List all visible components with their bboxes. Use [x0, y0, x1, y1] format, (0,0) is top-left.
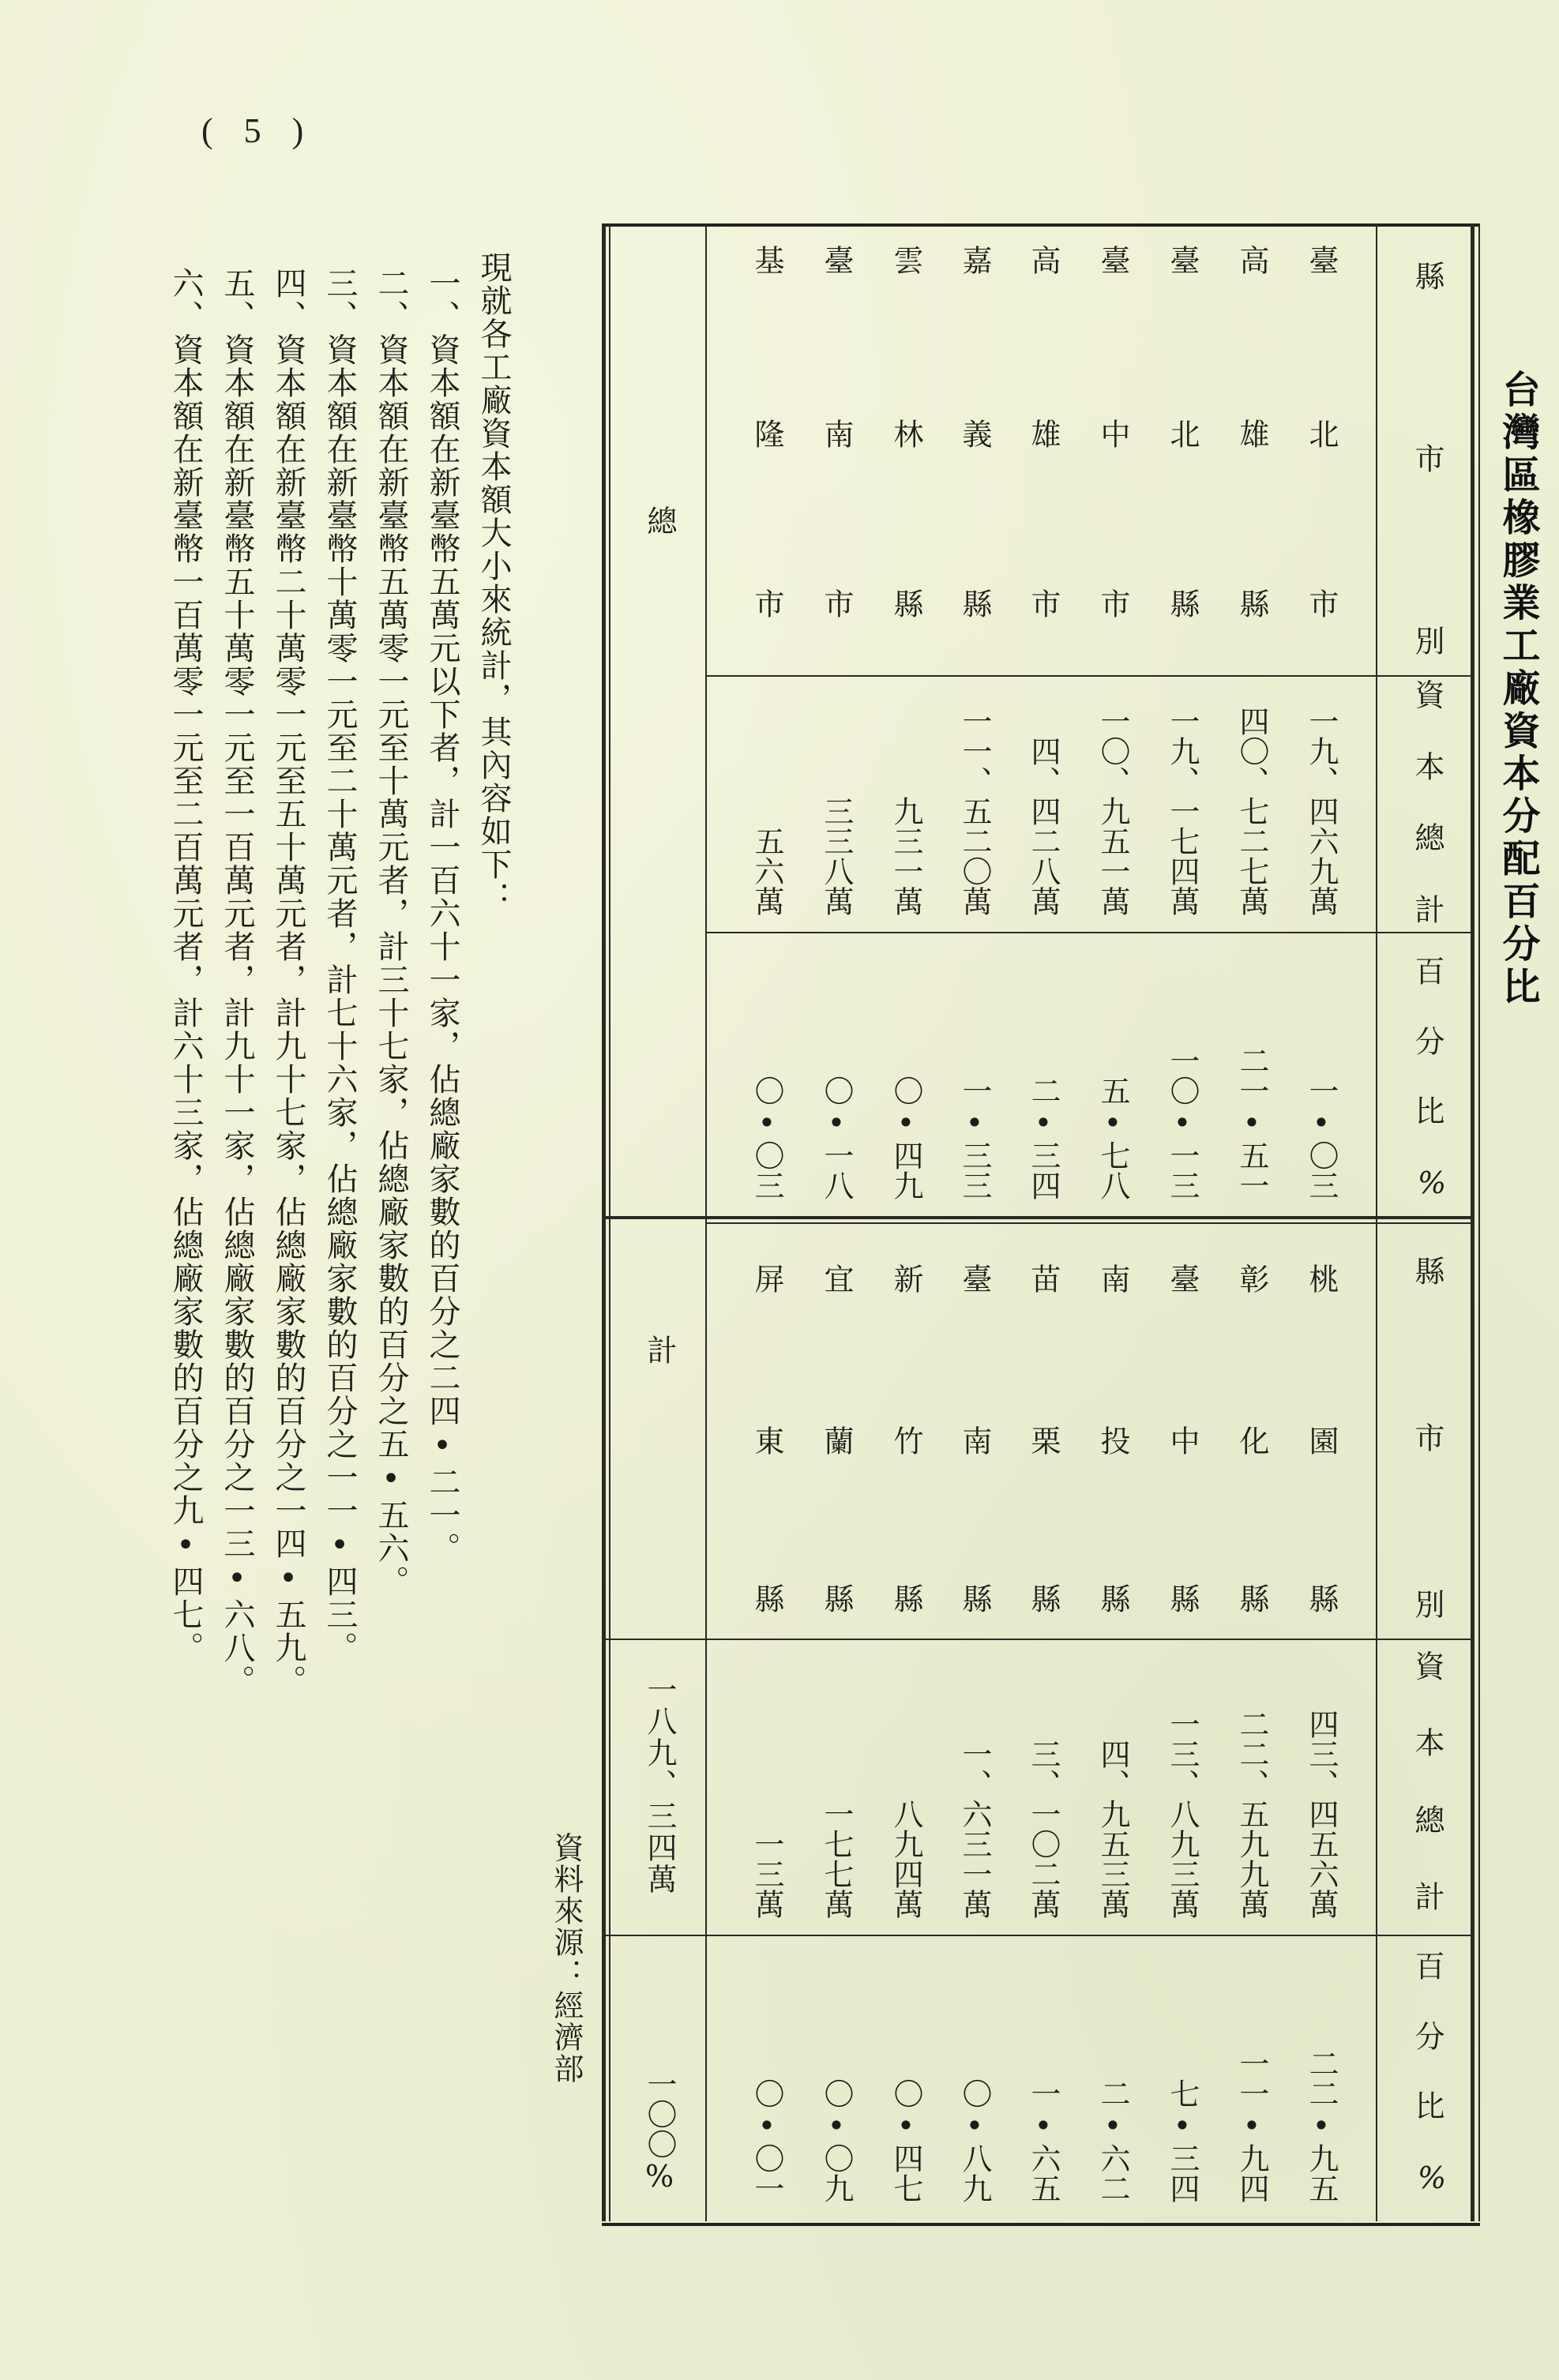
region-name-char: 縣	[1165, 588, 1200, 618]
region-name-char: 中	[1165, 1425, 1200, 1455]
region-name-char: 雲	[888, 245, 923, 275]
region-name-char: 縣	[957, 1583, 992, 1613]
body-intro: 現就各工廠資本額大小來統計，其內容如下：	[475, 251, 512, 914]
region-name-char: 苗	[1026, 1263, 1061, 1293]
percent-cell: 〇•八九	[957, 2078, 992, 2203]
region-name-char: 中	[1095, 419, 1130, 449]
capital-total-cell: 三三八萬	[819, 796, 854, 916]
region-name-char: 縣	[888, 1583, 923, 1613]
region-name-char: 宜	[819, 1263, 854, 1293]
header-percent-lower: 百 分 比 %	[1410, 1950, 1449, 2195]
capital-total-cell: 四三、四五六萬	[1304, 1709, 1339, 1919]
region-name-char: 市	[819, 588, 854, 618]
table-border-right-inner	[1478, 223, 1480, 2221]
rule-upper-region	[707, 675, 1473, 677]
region-name-char: 基	[749, 245, 784, 275]
table-border-left	[602, 223, 606, 2221]
percent-cell: 一一•九四	[1234, 2048, 1269, 2203]
header-percent-upper: 百 分 比 %	[1410, 955, 1449, 1200]
region-name-char: 縣	[819, 1583, 854, 1613]
percent-cell: 〇•四九	[888, 1076, 923, 1200]
region-name-char: 南	[957, 1425, 992, 1455]
body-item-1: 一、資本額在新臺幣五萬元以下者，計一百六十一家，佔總廠家數的百分之二四•二一。	[424, 267, 460, 1565]
region-name-char: 縣	[749, 1583, 784, 1613]
region-name-char: 南	[819, 419, 854, 449]
region-name-char: 義	[957, 419, 992, 449]
region-name-char: 化	[1234, 1425, 1269, 1455]
region-name-char: 北	[1165, 419, 1200, 449]
percent-cell: 二•六二	[1095, 2078, 1130, 2203]
capital-total-cell: 一一、五二〇萬	[957, 706, 992, 916]
capital-total-cell: 一九、四六九萬	[1304, 706, 1339, 916]
region-name-char: 嘉	[957, 245, 992, 275]
percent-cell: 〇•一八	[819, 1076, 854, 1200]
table-border-left-inner	[609, 223, 610, 2221]
table-frame	[602, 223, 1480, 2226]
body-item-6: 六、資本額在新臺幣一百萬零一元至二百萬元者，計六十三家，佔總廠家數的百分之九•四七。	[167, 267, 204, 1665]
rule-total-percent-top	[606, 1935, 705, 1936]
region-name-char: 蘭	[819, 1425, 854, 1455]
total-capital: 一八九、三四萬	[642, 1674, 677, 1895]
capital-total-cell: 五六萬	[749, 826, 784, 916]
header-region-upper: 縣 市 別	[1410, 261, 1444, 655]
percent-cell: 〇•〇三	[749, 1076, 784, 1200]
region-name-char: 臺	[1095, 245, 1130, 275]
region-name-char: 南	[1095, 1263, 1130, 1293]
percent-cell: 二•三四	[1026, 1076, 1061, 1200]
body-item-4: 四、資本額在新臺幣二十萬零一元至五十萬元者，計九十七家，佔總廠家數的百分之一四•五九。	[270, 267, 306, 1698]
percent-cell: 〇•四七	[888, 2078, 923, 2203]
percent-cell: 七•三四	[1165, 2078, 1200, 2203]
rule-lower-region	[707, 1639, 1473, 1640]
header-region-lower: 縣 市 別	[1410, 1256, 1444, 1619]
page-number: ( 5 )	[201, 111, 315, 150]
capital-total-cell: 一〇、九五一萬	[1095, 706, 1130, 916]
percent-cell: 一〇•一三	[1165, 1045, 1200, 1200]
percent-cell: 一•六五	[1026, 2078, 1061, 2203]
region-name-char: 桃	[1304, 1263, 1339, 1293]
region-name-char: 市	[1304, 588, 1339, 618]
capital-total-cell: 九三一萬	[888, 796, 923, 916]
capital-total-cell: 一七七萬	[819, 1799, 854, 1919]
body-item-3: 三、資本額在新臺幣十萬零一元至二十萬元者，計七十六家，佔總廠家數的百分之一一•四三。	[321, 267, 358, 1665]
region-name-char: 臺	[957, 1263, 992, 1293]
percent-cell: 一•〇三	[1304, 1076, 1339, 1200]
source-note: 資料來源：經濟部	[549, 1832, 584, 2085]
rule-lower-capital	[707, 1935, 1473, 1936]
region-name-char: 縣	[1026, 1583, 1061, 1613]
total-label-char-2: 計	[642, 1335, 677, 1365]
capital-total-cell: 一、六三一萬	[957, 1739, 992, 1919]
body-item-2: 二、資本額在新臺幣五萬零一元至十萬元者，計三十七家，佔總廠家數的百分之五•五六。	[373, 267, 409, 1598]
percent-cell: 二二•九五	[1304, 2048, 1339, 2203]
capital-total-cell: 一三、八九三萬	[1165, 1709, 1200, 1919]
region-name-char: 北	[1304, 419, 1339, 449]
region-name-char: 縣	[1234, 588, 1269, 618]
region-name-char: 彰	[1234, 1263, 1269, 1293]
capital-total-cell: 三、一〇二萬	[1026, 1739, 1061, 1919]
region-name-char: 臺	[1165, 245, 1200, 275]
capital-total-cell: 一九、一七四萬	[1165, 706, 1200, 916]
capital-total-cell: 四〇、七二七萬	[1234, 706, 1269, 916]
capital-total-cell: 二二、五九九萬	[1234, 1709, 1269, 1919]
body-item-5: 五、資本額在新臺幣五十萬零一元至一百萬元者，計九十一家，佔總廠家數的百分之一三•六八。	[219, 267, 255, 1698]
percent-cell: 二一•五一	[1234, 1045, 1269, 1200]
capital-total-cell: 八九四萬	[888, 1799, 923, 1919]
region-name-char: 新	[888, 1263, 923, 1293]
table-title: 台灣區橡膠業工廠資本分配百分比	[1496, 370, 1540, 1009]
total-percent: 一〇〇%	[642, 2069, 677, 2194]
region-name-char: 竹	[888, 1425, 923, 1455]
rule-total-capital-top	[606, 1639, 705, 1640]
region-name-char: 雄	[1234, 419, 1269, 449]
region-name-char: 縣	[888, 588, 923, 618]
region-name-char: 園	[1304, 1425, 1339, 1455]
region-name-char: 縣	[1165, 1583, 1200, 1613]
percent-cell: 〇•〇九	[819, 2078, 854, 2203]
region-name-char: 高	[1026, 245, 1061, 275]
region-name-char: 屏	[749, 1263, 784, 1293]
percent-cell: 一•三三	[957, 1076, 992, 1200]
capital-total-cell: 四、四二八萬	[1026, 736, 1061, 916]
region-name-char: 臺	[1165, 1263, 1200, 1293]
region-name-char: 東	[749, 1425, 784, 1455]
region-name-char: 縣	[1095, 1583, 1130, 1613]
total-label-char-1: 總	[642, 505, 677, 535]
region-name-char: 投	[1095, 1425, 1130, 1455]
region-name-char: 栗	[1026, 1425, 1061, 1455]
rule-upper-capital	[707, 932, 1473, 933]
region-name-char: 隆	[749, 419, 784, 449]
region-name-char: 市	[749, 588, 784, 618]
region-name-char: 雄	[1026, 419, 1061, 449]
region-name-char: 臺	[1304, 245, 1339, 275]
rule-mid-double	[606, 1216, 1473, 1219]
percent-cell: 〇•〇一	[749, 2078, 784, 2203]
header-capital-lower: 資 本 總 計	[1410, 1650, 1444, 1911]
region-name-char: 高	[1234, 245, 1269, 275]
rule-mid-double-2	[707, 1222, 1473, 1224]
region-name-char: 縣	[1304, 1583, 1339, 1613]
region-name-char: 市	[1026, 588, 1061, 618]
capital-total-cell: 四、九五三萬	[1095, 1739, 1130, 1919]
header-capital-upper: 資 本 總 計	[1410, 679, 1444, 924]
region-name-char: 縣	[1234, 1583, 1269, 1613]
region-name-char: 臺	[819, 245, 854, 275]
region-name-char: 林	[888, 419, 923, 449]
region-name-char: 市	[1095, 588, 1130, 618]
capital-total-cell: 一三萬	[749, 1829, 784, 1919]
percent-cell: 五•七八	[1095, 1076, 1130, 1200]
region-name-char: 縣	[957, 588, 992, 618]
